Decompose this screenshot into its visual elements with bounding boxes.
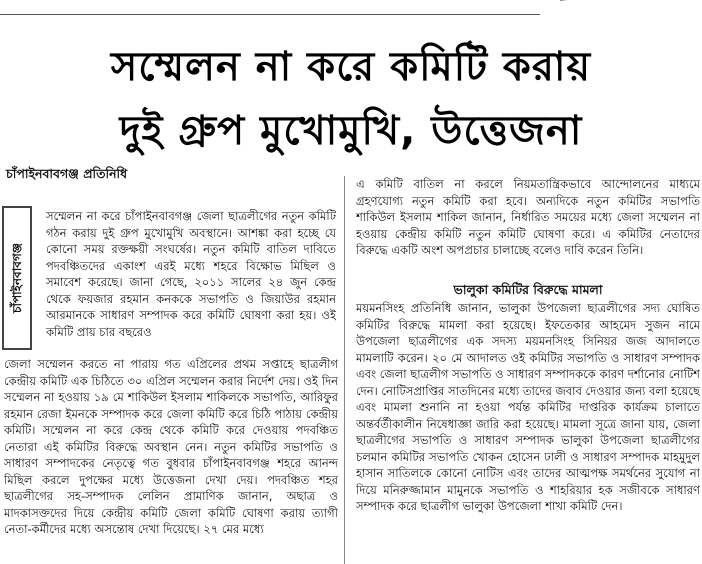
- headline-line-1: সম্মেলন না করে কমিটি করায়: [110, 44, 592, 90]
- article-paragraph: ময়মনসিংহ প্রতিনিধি জানান, ভালুকা উপজেলা ছাত্রলীগের সদ্য ঘোষিত কমিটির বিরুদ্ধে মামলা করা হয়েছে। ইফতেকার আহমেদ সুজন নামে উপজেলা ছাত্রলীগের এক সদস্য ময়মনসিংহ সিনিয়র জজ আদালতে মামলাটি করেন। ২০ মে আদালত ওই কমিটির সভাপতি ও সাধারণ সম্পাদক এবং জেলা ছাত্রলীগ সভাপতি ও সাধারণ সম্পাদককে কারণ দর্শানোর নোটিশ দেন। নোটিসপ্রাপ্তির সাতদিনের মধ্যে তাদের জবাব দেওয়ার জন্য বলা হয়েছে এবং মামলা শুনানি না হওয়া পর্যন্ত কমিটির দাপ্তরিক কার্যক্রম চালাতে অন্তর্বর্তীকালীন নিষেধাজ্ঞা জারি করা হয়েছে। মামলা সূত্রে জানা যায়, জেলা ছাত্রলীগের সভাপতি ও সাধারণ সম্পাদক ভালুকা উপজেলা ছাত্রলীগের চলমান কমিটির সভাপতি খোকন হোসেন ঢালী ও সাধারণ সম্পাদক মাহমুদুল হাসান সাতিলকে কোনো নোটিস এবং তাদের আত্মপক্ষ সমর্থনের সুযোগ না দিয়ে মনিরুজ্জামান মামুনকে সভাপতি ও শাহরিয়ার হক সজীবকে সাধারণ সম্পাদক করে ছাত্রলীগ ভালুকা উপজেলা শাখা কমিটি দেন।: [356, 301, 700, 513]
- article-paragraph: এ কমিটি বাতিল না করলে নিয়মতান্ত্রিকভাবে আন্দোলনের মাধ্যমে গ্রহণযোগ্য নতুন কমিটি করা হবে। অন্যদিকে নতুন কমিটির সভাপতি শাকিউল ইসলাম শাকিল জানান, নির্ধারিত সময়ের মধ্যে জেলা সম্মেলন না হওয়ায় কেন্দ্রীয় কমিটি নতুন কমিটি ঘোষণা করে। এ কমিটির নেতাদের বিরুদ্ধে একটি অংশ অপপ্রচার চালাচ্ছে বলেও দাবি করেন তিনি।: [356, 177, 700, 257]
- district-label: চাঁপাইনবাবগঞ্জ: [10, 243, 24, 313]
- headline-line-2: দুই গ্রুপ মুখোমুখি, উত্তেজনা: [119, 108, 583, 154]
- top-border-rule: [0, 0, 540, 15]
- sub-headline: ভালুকা কমিটির বিরুদ্ধে মামলা: [453, 282, 603, 297]
- byline: চাঁপাইনবাবগঞ্জ প্রতিনিধি: [6, 166, 128, 181]
- article-column-left-top: [32, 208, 336, 354]
- article-paragraph: জেলা সম্মেলন করতে না পারায় গত এপ্রিলের প্রথম সপ্তাহে ছাত্রলীগ কেন্দ্রীয় কমিটি এক চিঠিতে ৩০ এপ্রিল সম্মেলন করার নির্দেশ দেয়। ওই দিন সম্মেলন না হওয়ায় ১৯ মে শাকিউল ইসলাম শাকিলকে সভাপতি, আরিফুর রহমান রেজা ইমনকে সম্পাদক করে জেলা কমিটি করে চিঠি পাঠায় কেন্দ্রীয় কমিটি। সম্মেলন না করে কেন্দ্র থেকে কমিটি করে দেওয়ায় পদবঞ্চিত নেতারা এই কমিটির বিরুদ্ধে অবস্থান নেন। নতুন কমিটির সভাপতি ও সাধারণ সম্পাদকের নেতৃত্বে গত বুধবার চাঁপাইনবাবগঞ্জ শহরে আনন্দ মিছিল করলে দুপক্ষের মধ্যে উত্তেজনা দেখা দেয়। পদবঞ্চিত শহর ছাত্রলীগের সহ-সম্পাদক লেলিন প্রামাণিক জানান, অছাত্র ও মাদকাসক্তদের দিয়ে কেন্দ্রীয় কমিটি জেলা কমিটি ঘোষণা করায় ত্যাগী নেতা-কর্মীদের মধ্যে অসন্তোষ দেখা দিয়েছে। ২৭ মের মধ্যে: [4, 357, 338, 536]
- district-label-box: [2, 206, 32, 350]
- article-paragraph: সম্মেলন না করে চাঁপাইনবাবগঞ্জ জেলা ছাত্রলীগের নতুন কমিটি গঠন করায় দুই গ্রুপ মুখোমুখি অবস্থানে। আশঙ্কা করা হচ্ছে যে কোনো সময় রক্তক্ষয়ী সংঘর্ষের। নতুন কমিটি বাতিল দাবিতে পদবঞ্চিতদের একাংশ এরই মধ্যে শহরে বিক্ষোভ মিছিল ও সমাবেশ করেছে। জানা গেছে, ২০১১ সালের ২৪ জুন কেন্দ্র থেকে ফয়জার রহমান কনককে সভাপতি ও জিয়াউর রহমান আরমানকে সাধারণ সম্পাদক করে কমিটি ঘোষণা করা হয়। ওই কমিটি প্রায় চার বছরেও: [46, 209, 336, 339]
- article-column-right-top: [356, 176, 700, 280]
- top-right-fold-line: [560, 0, 702, 31]
- article-column-right-bottom: [356, 300, 700, 564]
- column-divider: [344, 176, 345, 564]
- article-column-left-bottom: [4, 356, 338, 564]
